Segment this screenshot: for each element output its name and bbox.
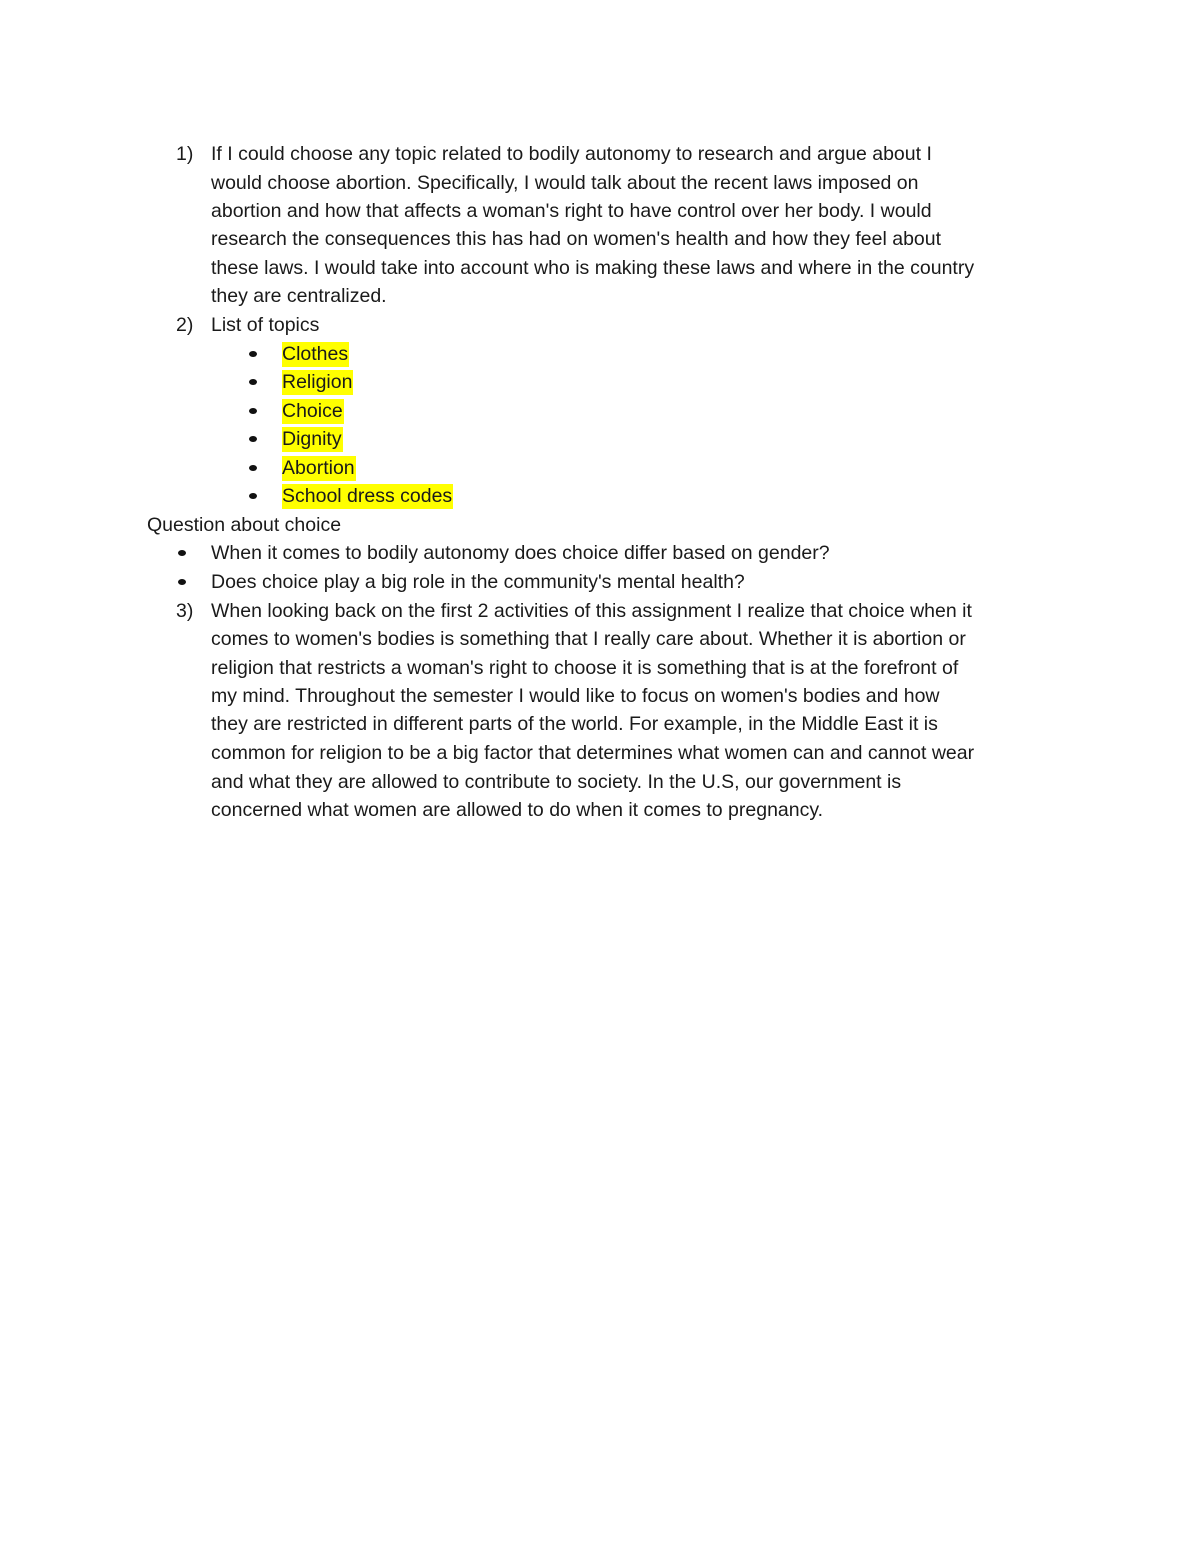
item-3-line: and what they are allowed to contribute to society. In the U.S, our government is: [211, 771, 902, 793]
item-3-line: When looking back on the first 2 activities of this assignment I realize that choice when it: [211, 600, 972, 622]
topics-list-label: List of topics: [211, 314, 320, 336]
item-3-line: my mind. Throughout the semester I would like to focus on women's bodies and how: [211, 685, 940, 707]
bullet-icon: [178, 550, 186, 556]
bullet-icon: [249, 493, 257, 499]
item-1-line: If I could choose any topic related to bodily autonomy to research and argue about I: [211, 143, 932, 165]
bullet-icon: [249, 465, 257, 471]
item-3-line: they are restricted in different parts of the world. For example, in the Middle East it is: [211, 713, 938, 735]
item-3-line: religion that restricts a woman's right to choose it is something that is at the forefront of: [211, 657, 959, 679]
item-1-line: research the consequences this has had on women's health and how they feel about: [211, 228, 942, 250]
bullet-icon: [249, 408, 257, 414]
item-1-number: 1): [176, 143, 194, 165]
bullet-icon: [249, 436, 257, 442]
topic-label: School dress codes: [282, 485, 453, 507]
bullet-icon: [249, 379, 257, 385]
bullet-icon: [249, 351, 257, 357]
item-3-line: comes to women's bodies is something that I really care about. Whether it is abortion or: [211, 628, 966, 650]
topic-label: Dignity: [282, 428, 342, 450]
item-2-number: 2): [176, 314, 194, 336]
bullet-icon: [178, 579, 186, 585]
item-1-line: abortion and how that affects a woman's right to have control over her body. I would: [211, 200, 932, 222]
item-1-line: these laws. I would take into account who is making these laws and where in the country: [211, 257, 975, 279]
topic-item: [282, 397, 344, 425]
topic-label: Choice: [282, 400, 343, 422]
item-1-line: they are centralized.: [211, 285, 387, 307]
question-item: When it comes to bodily autonomy does choice differ based on gender?: [211, 542, 830, 564]
question-item: Does choice play a big role in the community's mental health?: [211, 571, 745, 593]
topic-label: Clothes: [282, 343, 349, 365]
item-1-line: would choose abortion. Specifically, I would talk about the recent laws imposed on: [211, 172, 919, 194]
topic-item: [282, 340, 349, 368]
topic-item: [282, 454, 356, 482]
topic-item: [282, 482, 453, 510]
topic-label: Abortion: [282, 457, 355, 479]
topic-item: [282, 425, 343, 453]
item-3-number: 3): [176, 600, 194, 622]
topic-item: [282, 368, 353, 396]
item-3-line: common for religion to be a big factor that determines what women can and cannot wear: [211, 742, 975, 764]
item-3-line: concerned what women are allowed to do when it comes to pregnancy.: [211, 799, 824, 821]
topic-label: Religion: [282, 371, 353, 393]
question-heading: Question about choice: [147, 514, 342, 536]
